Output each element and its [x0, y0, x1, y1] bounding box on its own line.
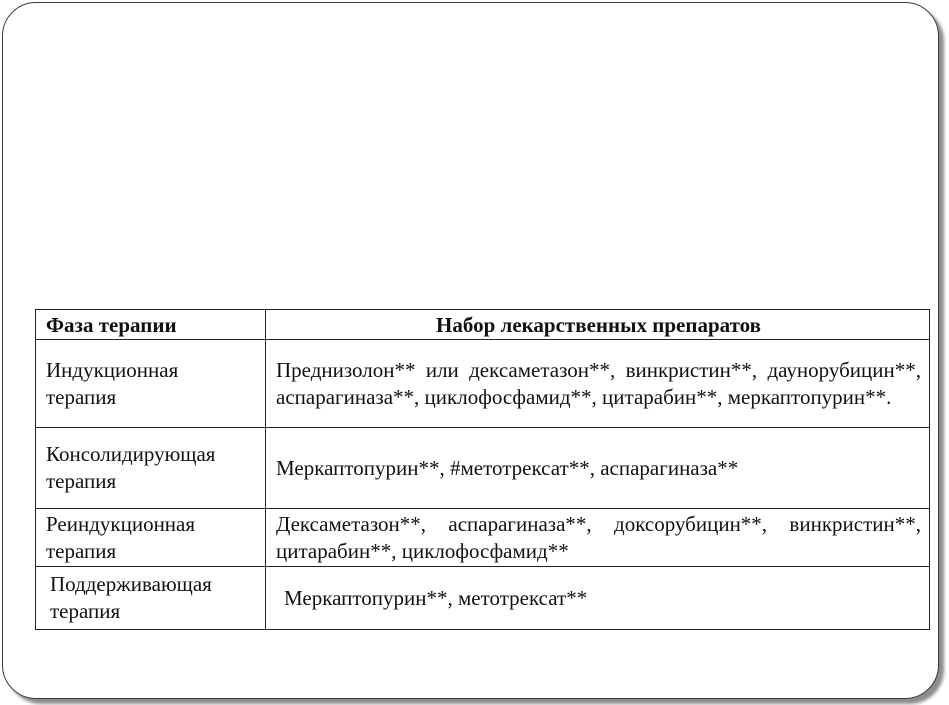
drugs-cell: Меркаптопурин**, #метотрексат**, аспарагиназа**: [266, 428, 930, 509]
phase-name: Консолидирующая: [46, 442, 216, 466]
phase-cell: [36, 428, 266, 509]
phase-name: Поддерживающая: [50, 572, 212, 596]
phase-name-suffix: терапия: [50, 599, 121, 623]
table-row-consolidation: [36, 428, 930, 509]
table-header-row: [36, 310, 930, 340]
drugs-cell: Дексаметазон**, аспарагиназа**, доксорубицин**, винкристин**, цитарабин**, циклофосфамид**: [266, 509, 930, 567]
drugs-cell: Преднизолон** или дексаметазон**, винкристин**, даунорубицин**, аспарагиназа**, циклофосфамид**, цитарабин**, меркаптопурин**.: [266, 340, 930, 428]
phase-name-suffix: терапия: [46, 384, 117, 409]
phase-name: Индукционная: [46, 357, 179, 382]
phase-name-suffix: терапия: [46, 538, 117, 563]
phase-name-suffix: терапия: [46, 469, 117, 493]
phase-name: Реиндукционная: [46, 511, 196, 536]
phase-cell: [36, 567, 266, 630]
table-row-induction: [36, 340, 930, 428]
phase-cell: [36, 509, 266, 567]
table-row-maintenance: [36, 567, 930, 630]
table-row-reinduction: [36, 509, 930, 567]
header-phase: Фаза терапии: [36, 310, 266, 340]
header-drugs: Набор лекарственных препаратов: [266, 310, 930, 340]
drugs-cell: Меркаптопурин**, метотрексат**: [266, 567, 930, 630]
therapy-phases-table: [35, 309, 930, 630]
phase-cell: [36, 340, 266, 428]
